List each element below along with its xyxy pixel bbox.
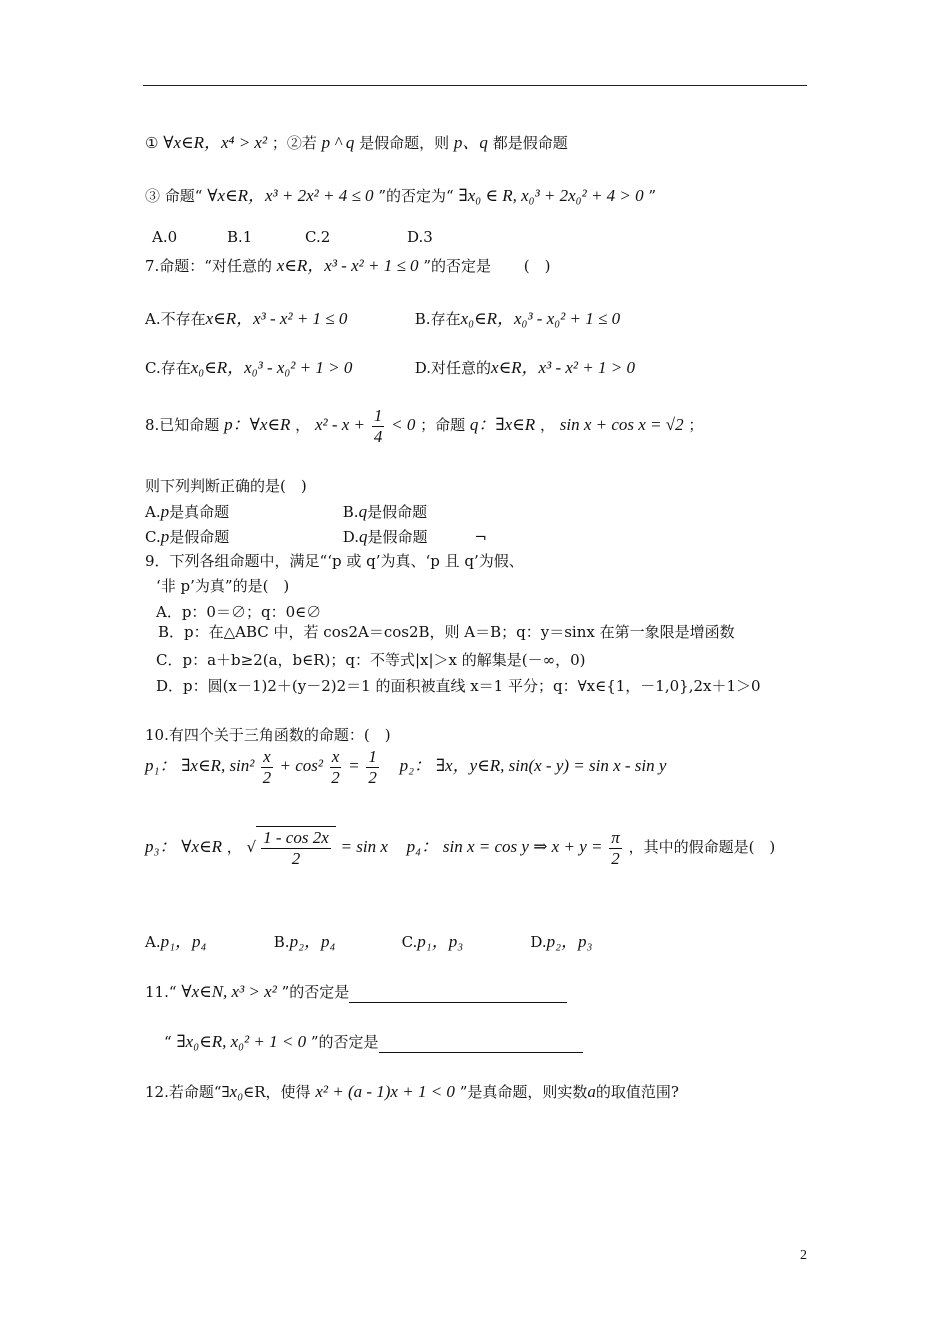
q10-option-d: D.p₂，p₃ bbox=[530, 932, 593, 951]
q10-stem: 10.有四个关于三角函数的命题：( ) bbox=[145, 726, 391, 744]
q7-stem: 7.命题：“对任意的 x∈R，x³ - x² + 1 ≤ 0 ”的否定是 ( ) bbox=[145, 256, 551, 275]
negation-symbol: ¬ bbox=[474, 528, 487, 546]
q10-option-a: A.p₁，p₄ bbox=[145, 932, 207, 951]
q10-option-c: C.p₁，p₃ bbox=[401, 932, 464, 951]
q12-stem: 12.若命题“∃x₀∈R，使得 x² + (a - 1)x + 1 < 0 ”是真命题，则实数a的取值范围? bbox=[145, 1082, 679, 1101]
q7-option-a: A.不存在x∈R，x³ - x² + 1 ≤ 0 bbox=[145, 309, 348, 328]
q10-p3-p4: p₃： ∀x∈R ， √ $\frac{1 - \cos 2x}{2}$ = sin x p₄： sin x = cos y ⇒ x + y = $\frac{\pi}{2}$ ，其中的假命题是( ) bbox=[145, 827, 776, 868]
q6-option-d: D.3 bbox=[407, 228, 433, 246]
q11-part-b: “ ∃x₀∈R, x₀² + 1 < 0 ”的否定是 bbox=[164, 1032, 583, 1053]
q7-options-cd bbox=[145, 358, 635, 378]
q6-option-a: A.0 bbox=[152, 228, 178, 246]
q8-options-ab bbox=[145, 502, 427, 522]
q10-option-b: B.p₂，p₄ bbox=[273, 932, 336, 951]
q9-option-c: C．p：a＋b≥2(a，b∈R)；q：不等式|x|＞x 的解集是(－∞，0) bbox=[156, 651, 586, 669]
q7-option-d: D.对任意的x∈R，x³ - x² + 1 > 0 bbox=[414, 358, 635, 377]
q6-option-b: B.1 bbox=[227, 228, 253, 246]
q10-options bbox=[145, 932, 592, 952]
q8-judge: 则下列判断正确的是( ) bbox=[145, 477, 307, 495]
q11-answer-blank-a[interactable] bbox=[349, 982, 567, 1003]
q7-option-c: C.存在x₀∈R，x₀³ - x₀² + 1 > 0 bbox=[145, 358, 353, 377]
q8-option-a: A.p是真命题 bbox=[145, 502, 230, 521]
q6-line3: ③ 命题“ ∀x∈R，x³ + 2x² + 4 ≤ 0 ”的否定为“ ∃x₀ ∈ R, x₀³ + 2x₀² + 4 > 0 ” bbox=[145, 186, 657, 205]
q11-answer-blank-b[interactable] bbox=[379, 1032, 583, 1053]
q7-options-ab bbox=[145, 309, 620, 329]
q11-part-a: 11.“ ∀x∈N, x³ > x² ”的否定是 bbox=[145, 982, 567, 1003]
q10-p1-p2: p₁： ∃x∈R, sin² $\frac{x}{2}$ + cos² $\frac{x}{2}$ = $\frac{1}{2}$ p₂： ∃x，y∈R, sin(x - y) = sin x - sin y bbox=[145, 746, 667, 787]
q8-option-c: C.p是假命题 bbox=[145, 527, 230, 546]
page-number: 2 bbox=[800, 1248, 807, 1263]
q9-option-a: A．p：0＝∅；q：0∈∅ bbox=[156, 603, 322, 621]
q6-options bbox=[152, 227, 433, 247]
q9-option-d: D．p：圆(x－1)2＋(y－2)2＝1 的面积被直线 x＝1 平分；q：∀x∈{1，－1,0},2x＋1＞0 bbox=[156, 677, 761, 695]
q8-option-d: D.q是假命题 bbox=[342, 527, 428, 546]
q8-options-cd bbox=[145, 527, 487, 547]
q6-option-c: C.2 bbox=[305, 228, 331, 246]
q9-stem-1: 9．下列各组命题中，满足“‘p 或 q’为真、‘p 且 q’为假、 bbox=[145, 552, 524, 570]
header-rule bbox=[143, 85, 807, 86]
q8-stem: 8.已知命题 p：∀x∈R ， x² - x + $\frac{1}{4}$ < 0 ；命题 q：∃x∈R ， sin x + cos x = √2 ； bbox=[145, 405, 704, 446]
q9-stem-2: ‘非 p’为真”的是( ) bbox=[156, 577, 290, 595]
q9-option-b: B．p：在△ABC 中，若 cos2A＝cos2B，则 A＝B；q：y＝sinx 在第一象限是增函数 bbox=[158, 623, 735, 641]
q8-option-b: B.q是假命题 bbox=[342, 502, 428, 521]
q7-option-b: B.存在x₀∈R，x₀³ - x₀² + 1 ≤ 0 bbox=[414, 309, 621, 328]
q6-line1: ① ∀x∈R，x⁴ > x² ；②若 p ^ q 是假命题，则 p、q 都是假命题 bbox=[145, 133, 568, 152]
